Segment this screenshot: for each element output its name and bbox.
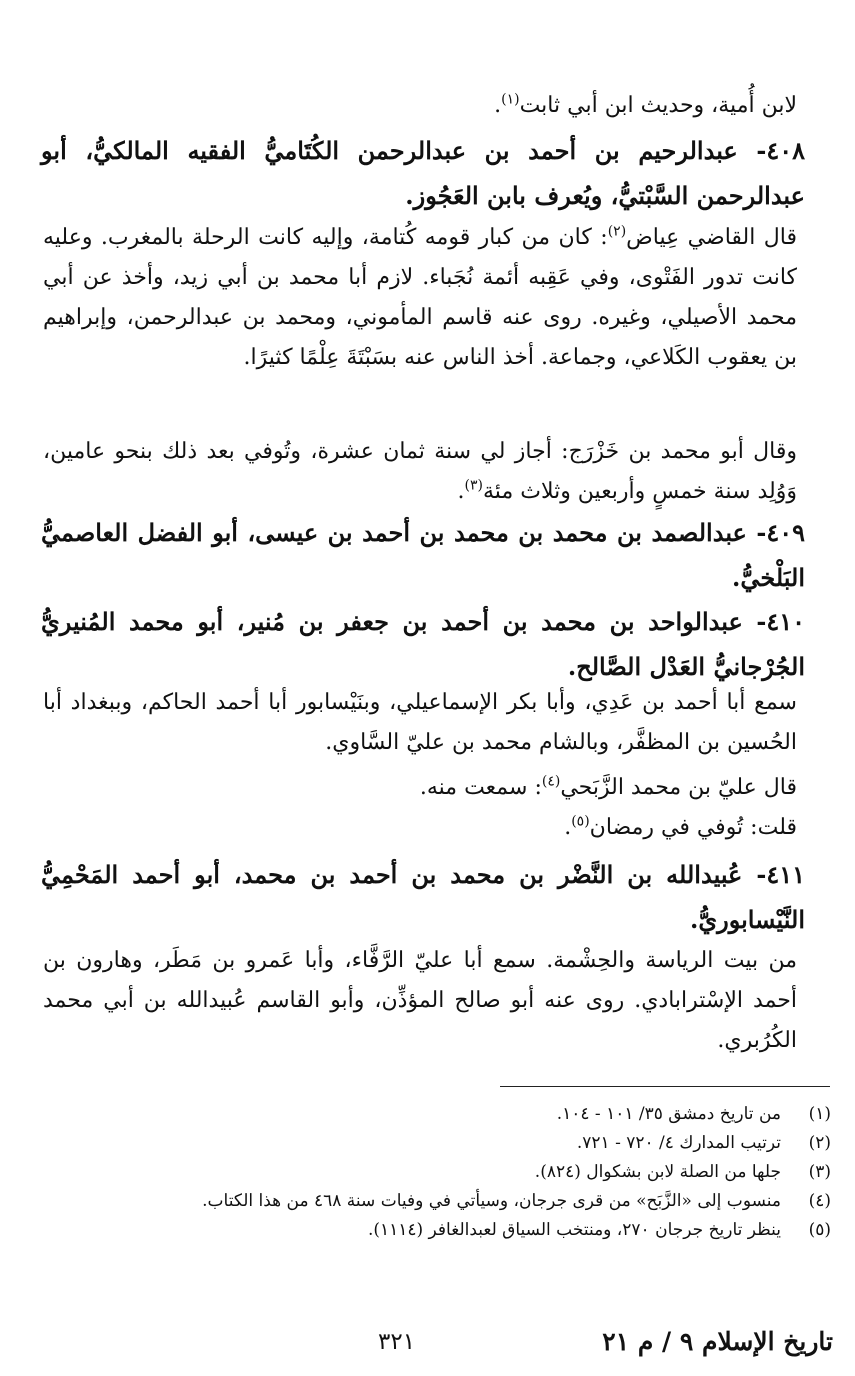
paragraph-text: لابن أُمية، وحديث ابن أبي ثابت — [519, 93, 797, 118]
footnote-text: ينظر تاريخ جرجان ٢٧٠، ومنتخب السياق لعبدالغافر (١١١٤). — [367, 1220, 781, 1240]
footnote-text: من تاريخ دمشق ٣٥/ ١٠١ - ١٠٤. — [556, 1104, 781, 1124]
entry-heading: ٤٠٩- عبدالصمد بن محمد بن محمد بن أحمد بن عيسى، أبو الفضل العاصميُّ البَلْخيُّ. — [41, 518, 805, 592]
body-paragraph — [43, 941, 797, 1061]
entry-heading: ٤٠٨- عبدالرحيم بن أحمد بن عبدالرحمن الكُتَاميُّ الفقيه المالكيُّ، أبو عبدالرحمن السَّبْتيُّ، ويُعرف بابن العَجُوز. — [41, 136, 805, 210]
paragraph-text: قال القاضي عِياض — [626, 225, 797, 250]
footnote-text: منسوب إلى «الزَّبَح» من قرى جرجان، وسيأتي في وفيات سنة ٤٦٨ من هذا الكتاب. — [202, 1191, 781, 1211]
paragraph-text: قال عليّ بن محمد الزَّبَحي — [560, 775, 797, 800]
paragraph-tail: . — [564, 815, 572, 840]
paragraph-text: سمع أبا أحمد بن عَدِي، وأبا بكر الإسماعيلي، وبنَيْسابور أبا أحمد الحاكم، وببغداد أبا الحُسين بن المظفَّر، وبالشام محمد بن عليّ السَّاوي. — [43, 690, 797, 755]
footnote-number: (٤) — [808, 1191, 831, 1211]
body-paragraph — [43, 808, 797, 848]
paragraph-text: وقال أبو محمد بن خَزْرَج: أجاز لي سنة ثمان عشرة، وتُوفي بعد ذلك بنحو عامين، وَوُلِد سنة خمسٍ وأربعين وثلاث مئة — [43, 439, 797, 504]
body-paragraph — [43, 432, 797, 512]
footnote — [31, 1158, 831, 1187]
footnote-number: (٥) — [808, 1220, 831, 1240]
footnote-number: (٣) — [808, 1162, 831, 1182]
paragraph-tail: . — [457, 479, 465, 504]
footnote-reference: (٢) — [607, 223, 627, 240]
body-paragraph — [43, 768, 797, 808]
page-number: ٣٢١ — [378, 1329, 416, 1355]
footnote-reference: (٤) — [541, 773, 561, 790]
entry-heading: ٤١١- عُبيدالله بن النَّضْر بن محمد بن أحمد بن محمد، أبو أحمد المَحْمِيُّ النَّيْسابوريُّ. — [41, 860, 805, 934]
footnotes — [31, 1100, 831, 1245]
footnote-reference: (٥) — [571, 813, 590, 830]
paragraph-text: قلت: تُوفي في رمضان — [589, 815, 797, 840]
footnote-text: ترتيب المدارك ٤/ ٧٢٠ - ٧٢١. — [576, 1133, 781, 1153]
footnote-number: (٢) — [808, 1133, 831, 1153]
paragraph-tail: : سمعت منه. — [419, 775, 542, 800]
body-paragraph — [43, 218, 797, 378]
body-paragraph — [43, 683, 797, 763]
paragraph-tail: . — [494, 93, 502, 118]
body-paragraph — [43, 86, 797, 126]
footnote — [31, 1187, 831, 1216]
footnote — [31, 1100, 831, 1129]
footnote — [31, 1129, 831, 1158]
paragraph-text: من بيت الرياسة والحِشْمة. سمع أبا عليّ الرَّفَّاء، وأبا عَمرو بن مَطَر، وهارون بن أحمد الإسْترابادي. روى عنه أبو صالح المؤذِّن، وأبو القاسم عُبيدالله بن أبي محمد الكُرُبري. — [43, 948, 797, 1053]
folio-book-title: تاريخ الإسلام ٩ / م ٢١ — [602, 1327, 833, 1356]
footnote-reference: (١) — [501, 91, 520, 108]
entry-heading: ٤١٠- عبدالواحد بن محمد بن أحمد بن جعفر بن مُنير، أبو محمد المُنيريُّ الجُرْجانيُّ العَدْل الصَّالح. — [41, 607, 805, 681]
footnote-number: (١) — [808, 1104, 831, 1124]
footnote — [31, 1216, 831, 1245]
paragraph-tail: : كان من كبار قومه كُتامة، وإليه كانت الرحلة بالمغرب. وعليه كانت تدور الفَتْوى، وفي عَقِبه أئمة نُجَباء. لازم أبا محمد بن أبي زيد، وأخذ عن أبي محمد الأصيلي، وغيره. روى عنه قاسم المأموني، ومحمد بن عبدالرحمن، وإبراهيم بن يعقوب الكَلاعي، وجماعة. أخذ الناس عنه بسَبْتَةَ عِلْمًا كثيرًا. — [43, 225, 797, 370]
footnote-reference: (٣) — [464, 477, 484, 494]
footnote-divider — [500, 1086, 830, 1087]
footnote-text: جلها من الصلة لابن بشكوال (٨٢٤). — [534, 1162, 781, 1182]
